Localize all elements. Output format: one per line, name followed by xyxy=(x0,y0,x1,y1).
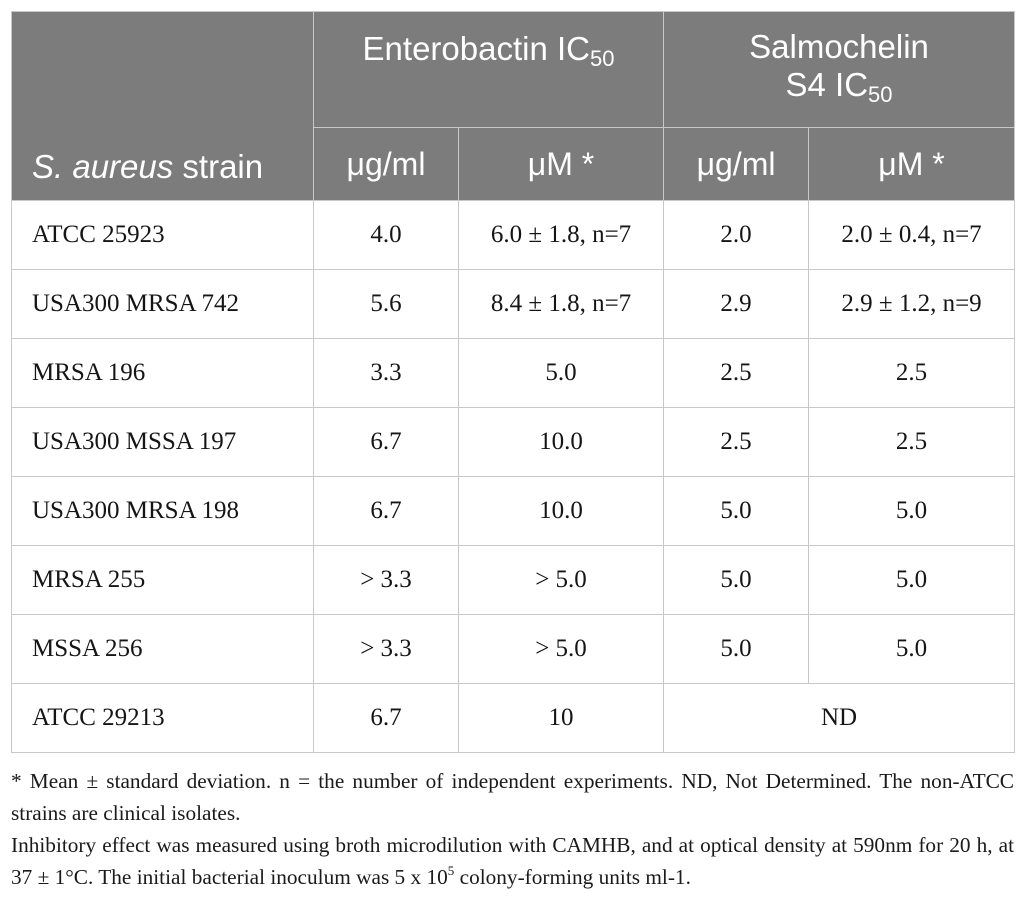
strain-cell: USA300 MSSA 197 xyxy=(12,408,314,477)
footnote-text: * Mean ± standard deviation. n = the number of independent experiments. ND, Not Determined. The non-ATCC strains are clinical isolates. xyxy=(11,769,1014,825)
sal-um-cell: 5.0 xyxy=(809,615,1015,684)
ent-um-cell: > 5.0 xyxy=(459,615,664,684)
method-text-end: colony-forming units ml-1. xyxy=(454,865,691,889)
sal-merged-cell: ND xyxy=(664,684,1015,753)
ent-um-header: μM * xyxy=(459,128,664,201)
strain-cell: USA300 MRSA 198 xyxy=(12,477,314,546)
sal-ugml-cell: 5.0 xyxy=(664,546,809,615)
sal-um-cell: 5.0 xyxy=(809,477,1015,546)
ent-ugml-cell: > 3.3 xyxy=(314,615,459,684)
header-row-groups xyxy=(12,12,1015,128)
sal-ugml-cell: 2.9 xyxy=(664,270,809,339)
exponent: 5 xyxy=(447,863,455,878)
strain-word: strain xyxy=(173,148,264,186)
strain-cell: USA300 MRSA 742 xyxy=(12,270,314,339)
sal-um-cell: 2.0 ± 0.4, n=7 xyxy=(809,201,1015,270)
ent-ugml-cell: > 3.3 xyxy=(314,546,459,615)
table-notes xyxy=(11,765,1014,893)
sal-ugml-cell: 2.5 xyxy=(664,408,809,477)
sal-um-cell: 2.5 xyxy=(809,339,1015,408)
enterobactin-subscript: 50 xyxy=(590,46,615,71)
sal-ugml-cell: 2.0 xyxy=(664,201,809,270)
ent-ugml-cell: 6.7 xyxy=(314,408,459,477)
method-text: Inhibitory effect was measured using broth microdilution with CAMHB, and at optical density at 590nm for 20 h, at 37 ± 1°C. The initial bacterial inoculum was 5 x 10 xyxy=(11,833,1014,889)
table-row xyxy=(12,339,1015,408)
ent-um-cell: 10.0 xyxy=(459,408,664,477)
sal-ugml-cell: 2.5 xyxy=(664,339,809,408)
ent-um-cell: 8.4 ± 1.8, n=7 xyxy=(459,270,664,339)
table-row xyxy=(12,201,1015,270)
ent-um-cell: 10 xyxy=(459,684,664,753)
table-row xyxy=(12,477,1015,546)
enterobactin-header xyxy=(314,12,664,128)
sal-ugml-cell: 5.0 xyxy=(664,615,809,684)
ent-um-cell: 6.0 ± 1.8, n=7 xyxy=(459,201,664,270)
sal-um-cell: 2.5 xyxy=(809,408,1015,477)
table-row xyxy=(12,546,1015,615)
strain-cell: MRSA 196 xyxy=(12,339,314,408)
sal-ugml-header: μg/ml xyxy=(664,128,809,201)
ent-um-cell: > 5.0 xyxy=(459,546,664,615)
strain-column-header xyxy=(12,12,314,201)
strain-cell: ATCC 25923 xyxy=(12,201,314,270)
enterobactin-title: Enterobactin IC xyxy=(362,30,590,67)
salmochelin-title-line1: Salmochelin xyxy=(749,28,929,65)
sal-um-cell: 2.9 ± 1.2, n=9 xyxy=(809,270,1015,339)
table-row xyxy=(12,684,1015,753)
table-row xyxy=(12,408,1015,477)
ent-ugml-cell: 3.3 xyxy=(314,339,459,408)
ent-ugml-cell: 6.7 xyxy=(314,477,459,546)
table-row xyxy=(12,270,1015,339)
ent-ugml-cell: 4.0 xyxy=(314,201,459,270)
sal-um-header: μM * xyxy=(809,128,1015,201)
ent-um-cell: 5.0 xyxy=(459,339,664,408)
salmochelin-header xyxy=(664,12,1015,128)
method-note xyxy=(11,829,1014,893)
salmochelin-subscript: 50 xyxy=(868,81,893,107)
ic50-table xyxy=(11,11,1015,753)
table-row xyxy=(12,615,1015,684)
strain-cell: ATCC 29213 xyxy=(12,684,314,753)
sal-ugml-cell: 5.0 xyxy=(664,477,809,546)
ent-um-cell: 10.0 xyxy=(459,477,664,546)
strain-cell: MRSA 255 xyxy=(12,546,314,615)
ent-ugml-cell: 6.7 xyxy=(314,684,459,753)
sal-um-cell: 5.0 xyxy=(809,546,1015,615)
ent-ugml-header: μg/ml xyxy=(314,128,459,201)
salmochelin-title-line2: S4 IC xyxy=(785,65,869,103)
ent-ugml-cell: 5.6 xyxy=(314,270,459,339)
strain-cell: MSSA 256 xyxy=(12,615,314,684)
species-name: S. aureus xyxy=(32,148,174,186)
